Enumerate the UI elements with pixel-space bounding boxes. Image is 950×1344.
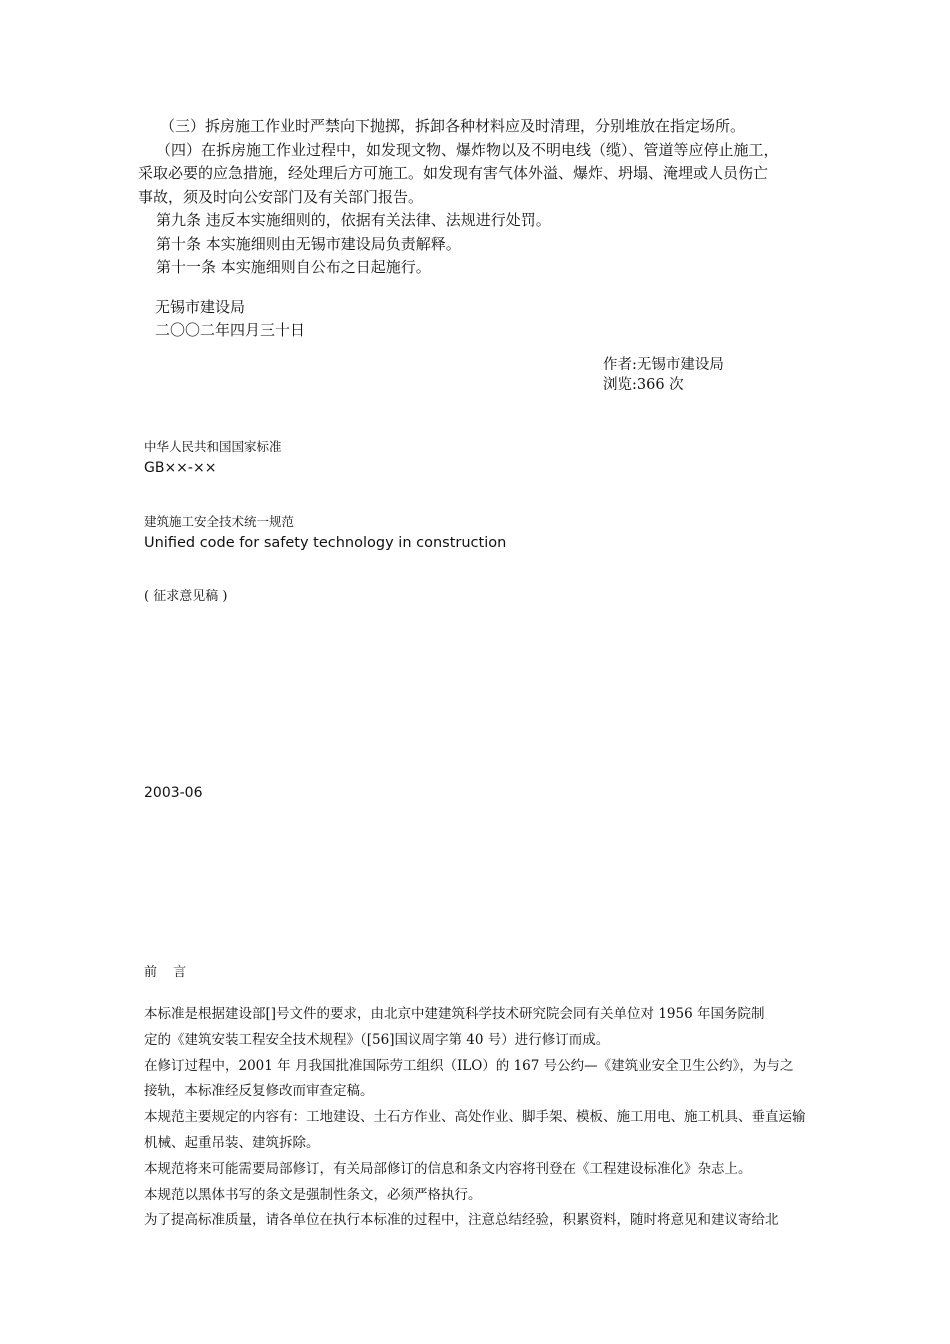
preface-line: 定的《建筑安装工程安全技术规程》（[56]国议周字第 40 号）进行修订而成。 — [144, 1031, 610, 1048]
preface-line: 本标准是根据建设部[]号文件的要求，由北京中建建筑科学技术研究院会同有关单位对 1956 年国务院制 — [144, 1006, 765, 1022]
preface-line: 机械、起重吊装、建筑拆除。 — [144, 1134, 320, 1151]
preface-line: 接轨，本标准经反复修改而审查定稿。 — [144, 1083, 374, 1100]
clause-4: （四）在拆房施工作业过程中，如发现文物、爆炸物以及不明电线（缆）、管道等应停止施工， — [156, 140, 779, 159]
clause-3: （三）拆房施工作业时严禁向下抛掷，拆卸各种材料应及时清理，分别堆放在指定场所。 — [160, 117, 746, 135]
regulation-clauses — [138, 115, 818, 280]
draft-label: ( 征求意见稿 ) — [144, 589, 228, 604]
standard-code: GB××-×× — [144, 460, 217, 476]
article-9: 第九条 违反本实施细则的，依据有关法律、法规进行处罚。 — [156, 211, 551, 229]
author-text: 作者:无锡市建设局 — [603, 357, 724, 373]
preface-body — [144, 1002, 824, 1234]
clause-4-cont: 采取必要的应急措施，经处理后方可施工。如发现有害气体外溢、爆炸、坍塌、淹埋或人员伤亡 — [138, 164, 769, 182]
signature-block — [155, 296, 305, 342]
preface-line: 为了提高标准质量，请各单位在执行本标准的过程中，注意总结经验，积累资料，随时将意见和建议寄给北 — [144, 1212, 779, 1229]
preface-line: 本规范以黑体书写的条文是强制性条文，必须严格执行。 — [144, 1186, 482, 1203]
standard-date: 2003-06 — [144, 785, 203, 801]
article-10: 第十条 本实施细则由无锡市建设局负责解释。 — [156, 234, 461, 253]
standard-title-zh: 建筑施工安全技术统一规范 — [144, 514, 295, 529]
signature-org: 无锡市建设局 — [155, 298, 246, 316]
article-11: 第十一条 本实施细则自公布之日起施行。 — [156, 258, 431, 276]
standard-country: 中华人民共和国国家标准 — [144, 439, 282, 454]
preface-line: 本规范主要规定的内容有：工地建设、土石方作业、高处作业、脚手架、模板、施工用电、施工机具、垂直运输 — [144, 1109, 806, 1126]
article-meta — [603, 355, 724, 395]
clause-4-cont2: 事故，须及时向公安部门及有关部门报告。 — [138, 187, 424, 206]
signature-date: 二〇〇二年四月三十日 — [155, 321, 306, 339]
preface-heading: 前 言 — [144, 965, 193, 980]
preface-line: 在修订过程中，2001 年 月我国批准国际劳工组织（ILO）的 167 号公约—《建筑业安全卫生公约》，为与之 — [144, 1057, 794, 1074]
preface-line: 本规范将来可能需要局部修订，有关局部修订的信息和条文内容将刊登在《工程建设标准化》杂志上。 — [144, 1160, 752, 1177]
standard-title-en: Unified code for safety technology in construction — [144, 535, 507, 551]
view-count: 浏览:366 次 — [603, 377, 684, 393]
